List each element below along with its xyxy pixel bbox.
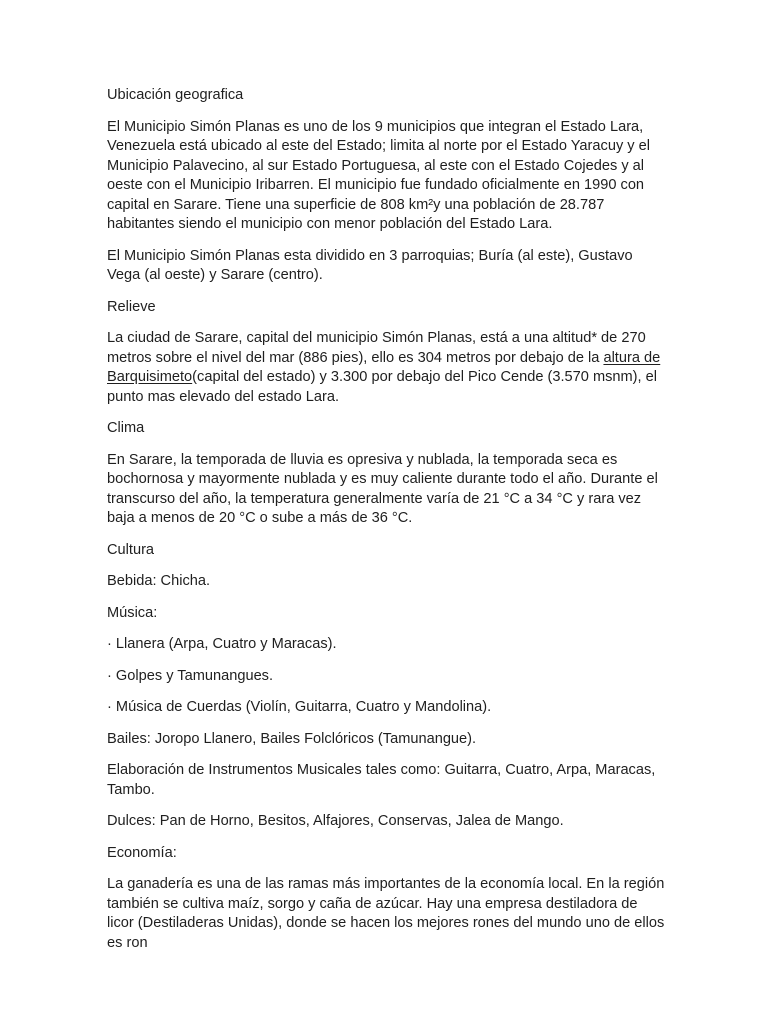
list-item-musica: · Llanera (Arpa, Cuatro y Maracas). bbox=[107, 636, 337, 652]
list-item-musica: · Golpes y Tamunangues. bbox=[107, 667, 274, 684]
paragraph-economia: La ganadería es una de las ramas más importantes de la economía local. En la región también se cultiva maíz, sorgo y caña de azúcar. Hay una empresa destiladora de licor (Destiladeras Unidas), donde se hacen los mejores rones del mundo uno de ellos es ron bbox=[107, 876, 665, 951]
document-page bbox=[107, 86, 667, 965]
heading-relieve: Relieve bbox=[107, 298, 156, 315]
list-item-musica: · Música de Cuerdas (Violín, Guitarra, Cuatro y Mandolina). bbox=[107, 699, 492, 715]
cultura-musica-label: Música: bbox=[107, 604, 158, 621]
cultura-dulces: Dulces: Pan de Horno, Besitos, Alfajores, Conservas, Jalea de Mango. bbox=[107, 813, 564, 829]
heading-economia: Economía: bbox=[107, 844, 177, 861]
heading-clima: Clima bbox=[107, 420, 145, 436]
paragraph-clima: En Sarare, la temporada de lluvia es opresiva y nublada, la temporada seca es bochornosa y mayormente nublada y es muy caliente durante todo el año. Durante el transcurso del año, la temperatura generalmente varía de 21 °C a 34 °C y rara vez baja a menos de 20 °C o sube a más de 36 °C. bbox=[107, 451, 658, 526]
cultura-bailes: Bailes: Joropo Llanero, Bailes Folclóricos (Tamunangue). bbox=[107, 730, 477, 747]
relieve-text-after-link: (capital del estado) y 3.300 por debajo del Pico Cende (3.570 msnm), el punto mas elevado del estado Lara. bbox=[107, 369, 658, 405]
paragraph-ubicacion-2: El Municipio Simón Planas esta dividido en 3 parroquias; Buría (al este), Gustavo Vega (al oeste) y Sarare (centro). bbox=[107, 247, 633, 283]
relieve-text-before-link: La ciudad de Sarare, capital del municipio Simón Planas, está a una altitud* de 270 metros sobre el nivel del mar (886 pies), ello es 304 metros por debajo de la bbox=[107, 330, 646, 366]
paragraph-relieve bbox=[107, 329, 667, 407]
heading-cultura: Cultura bbox=[107, 541, 155, 558]
cultura-instrumentos: Elaboración de Instrumentos Musicales tales como: Guitarra, Cuatro, Arpa, Maracas, Tambo. bbox=[107, 762, 656, 798]
heading-ubicacion: Ubicación geografica bbox=[107, 87, 244, 103]
link-altura-barquisimeto[interactable]: altura de Barquisimeto bbox=[107, 349, 661, 385]
cultura-bebida: Bebida: Chicha. bbox=[107, 573, 211, 589]
paragraph-ubicacion-1: El Municipio Simón Planas es uno de los 9 municipios que integran el Estado Lara, Venezuela está ubicado al este del Estado; limita al norte por el Estado Yaracuy y el Municipio Palavecino, al sur Estado Portuguesa, al este con el Estado Cojedes y al oeste con el Municipio Iribarren. El municipio fue fundado oficialmente en 1990 con capital en Sarare. Tiene una superficie de 808 km²y una población de 28.787 habitantes siendo el municipio con menor población del Estado Lara. bbox=[107, 118, 651, 232]
